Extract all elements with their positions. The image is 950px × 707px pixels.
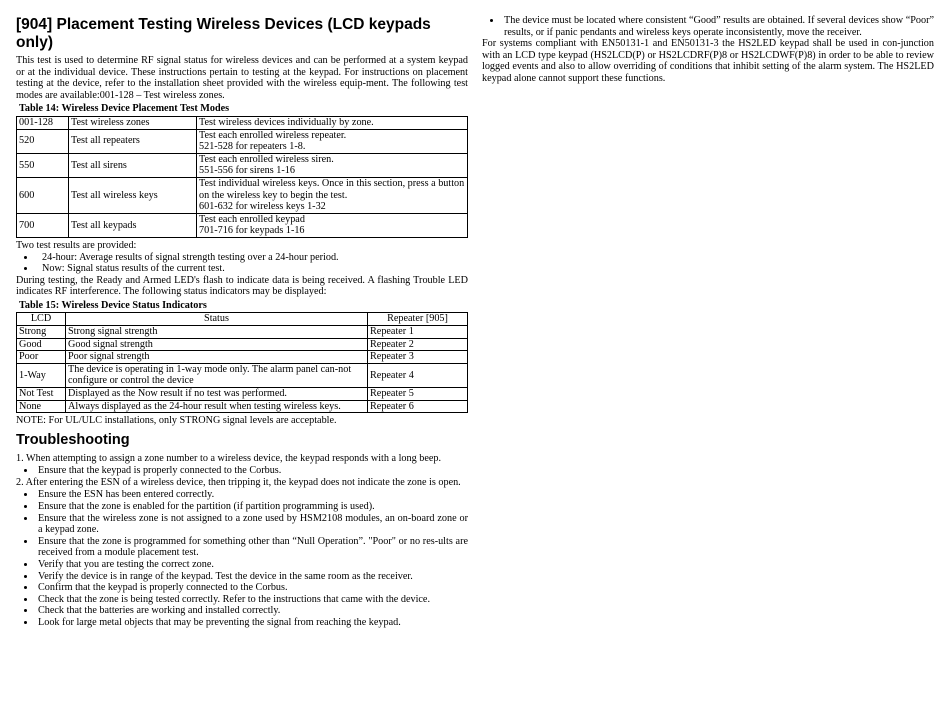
table14-caption: Table 14: Wireless Device Placement Test Modes xyxy=(19,103,230,115)
table14-cell-section: 600 xyxy=(17,177,69,213)
troubleshooting-heading: Troubleshooting xyxy=(16,431,130,448)
table15-cell-lcd: Not Test xyxy=(17,388,66,401)
troubleshooting-item-1: 1. When attempting to assign a zone number to a wireless device, the keypad responds with a long beep. xyxy=(16,452,442,464)
placement-bullet: • The device must be located where consistent “Good” results are obtained. If several devices show “Poor” results, or if panic pendants and wireless keys operate inconsistently, move the receiver. xyxy=(502,15,934,38)
table15-cell-repeater: Repeater 4 xyxy=(368,363,468,387)
table15-cell-status: The device is operating in 1-way mode only. The alarm panel can-not configure or control the device xyxy=(66,363,368,387)
table14-cell-mode: Test wireless zones xyxy=(69,116,197,129)
troubleshooting-item-2: 2. After entering the ESN of a wireless device, then tripping it, the keypad does not indicate the zone is open. xyxy=(16,477,461,489)
troubleshooting-bullet: • Confirm that the keypad is properly connected to the Corbus. xyxy=(36,582,468,594)
table15-cell-repeater: Repeater 2 xyxy=(368,338,468,351)
table15-row xyxy=(17,338,468,351)
table14-cell-mode: Test all sirens xyxy=(69,153,197,177)
placement-bullet-list xyxy=(482,15,934,38)
ul-note: NOTE: For UL/ULC installations, only STRONG signal levels are acceptable. xyxy=(16,415,337,427)
table15-cell-repeater: Repeater 1 xyxy=(368,326,468,339)
section-heading: [904] Placement Testing Wireless Devices (LCD keypads only) xyxy=(16,16,431,51)
table15-row xyxy=(17,363,468,387)
troubleshooting-bullet: • Check that the batteries are working and installed correctly. xyxy=(36,605,468,617)
table15-header-row xyxy=(17,313,468,326)
left-column xyxy=(16,16,468,629)
troubleshooting-bullet: • Ensure the ESN has been entered correctly. xyxy=(36,489,468,501)
table15-cell-lcd: Good xyxy=(17,338,66,351)
table14-cell-description: Test each enrolled wireless siren. 551-556 for sirens 1-16 xyxy=(197,153,468,177)
table14-row xyxy=(17,153,468,177)
header-repeater: Repeater [905] xyxy=(368,313,468,326)
results-intro: Two test results are provided: xyxy=(16,239,137,251)
table15-cell-status: Poor signal strength xyxy=(66,351,368,364)
table15-row xyxy=(17,400,468,413)
table14-cell-section: 550 xyxy=(17,153,69,177)
troubleshooting-item-1-bullets xyxy=(16,465,468,477)
table14-cell-description: Test individual wireless keys. Once in this section, press a button on the wireless key to begin the test. 601-632 for wireless keys 1-32 xyxy=(197,177,468,213)
table15-cell-status: Strong signal strength xyxy=(66,326,368,339)
result-item-24hour: • 24-hour: Average results of signal strength testing over a 24-hour period. xyxy=(36,252,468,264)
table14-placement-test-modes xyxy=(16,116,468,238)
troubleshooting-bullet: • Ensure that the keypad is properly connected to the Corbus. xyxy=(36,465,468,477)
troubleshooting-bullet: • Ensure that the zone is programmed for something other than “Null Operation”. "Poor" or no res-ults are received from a module placement test. xyxy=(36,536,468,559)
table15-cell-repeater: Repeater 6 xyxy=(368,400,468,413)
table14-cell-mode: Test all repeaters xyxy=(69,129,197,153)
table14-row xyxy=(17,129,468,153)
troubleshooting-item-2-bullets xyxy=(16,489,468,628)
result-item-now: • Now: Signal status results of the current test. xyxy=(36,263,468,275)
during-testing-paragraph: During testing, the Ready and Armed LED's flash to indicate data is being received. A flashing Trouble LED indicates RF interference. The following status indicators may be displayed: xyxy=(16,274,468,298)
en50131-paragraph: For systems compliant with EN50131-1 and EN50131-3 the HS2LED keypad shall be used in con-junction with an LCD type keypad (HS2LCD(P) or HS2LCDRF(P)8 or HS2LCDWF(P)8) in order to be able to review logged events and also to allow overriding of conditions that inhibit setting of the alarm system. The HS2LED keypad alone cannot support these functions. xyxy=(482,38,934,84)
table15-cell-lcd: Poor xyxy=(17,351,66,364)
troubleshooting-bullet: • Look for large metal objects that may be preventing the signal from reaching the keypad. xyxy=(36,617,468,629)
table15-cell-status: Displayed as the Now result if no test was performed. xyxy=(66,388,368,401)
troubleshooting-bullet: • Verify that you are testing the correct zone. xyxy=(36,559,468,571)
table15-row xyxy=(17,351,468,364)
troubleshooting-bullet: • Verify the device is in range of the keypad. Test the device in the same room as the receiver. xyxy=(36,571,468,583)
table15-row xyxy=(17,326,468,339)
header-status: Status xyxy=(66,313,368,326)
table14-cell-mode: Test all wireless keys xyxy=(69,177,197,213)
table14-row xyxy=(17,177,468,213)
table15-status-indicators xyxy=(16,312,468,413)
troubleshooting-bullet: • Check that the zone is being tested correctly. Refer to the instructions that came with the device. xyxy=(36,594,468,606)
header-lcd: LCD xyxy=(17,313,66,326)
table14-cell-section: 700 xyxy=(17,213,69,237)
table15-caption: Table 15: Wireless Device Status Indicators xyxy=(19,299,207,311)
table15-cell-lcd: None xyxy=(17,400,66,413)
table14-cell-description: Test each enrolled wireless repeater. 521-528 for repeaters 1-8. xyxy=(197,129,468,153)
table14-cell-section: 001-128 xyxy=(17,116,69,129)
table14-cell-description: Test each enrolled keypad 701-716 for keypads 1-16 xyxy=(197,213,468,237)
table15-cell-repeater: Repeater 3 xyxy=(368,351,468,364)
table15-cell-repeater: Repeater 5 xyxy=(368,388,468,401)
intro-paragraph: This test is used to determine RF signal status for wireless devices and can be performed at a system keypad or at the individual device. These instructions pertain to testing at the keypad. For instructions on placement testing at the device, refer to the installation sheet provided with the wireless equip-ment. The following test modes are available:001-128 – Test wireless zones. xyxy=(16,55,468,101)
right-column xyxy=(482,15,934,85)
troubleshooting-bullet: • Ensure that the wireless zone is not assigned to a zone used by HSM2108 modules, an on-board zone or a keypad zone. xyxy=(36,513,468,536)
table14-row xyxy=(17,116,468,129)
table15-cell-lcd: Strong xyxy=(17,326,66,339)
table15-cell-status: Always displayed as the 24-hour result when testing wireless keys. xyxy=(66,400,368,413)
table14-cell-section: 520 xyxy=(17,129,69,153)
results-list xyxy=(16,252,468,275)
table15-row xyxy=(17,388,468,401)
table15-cell-lcd: 1-Way xyxy=(17,363,66,387)
table14-row xyxy=(17,213,468,237)
troubleshooting-bullet: • Ensure that the zone is enabled for the partition (if partition programming is used). xyxy=(36,501,468,513)
table14-cell-description: Test wireless devices individually by zone. xyxy=(197,116,468,129)
table14-cell-mode: Test all keypads xyxy=(69,213,197,237)
table15-cell-status: Good signal strength xyxy=(66,338,368,351)
